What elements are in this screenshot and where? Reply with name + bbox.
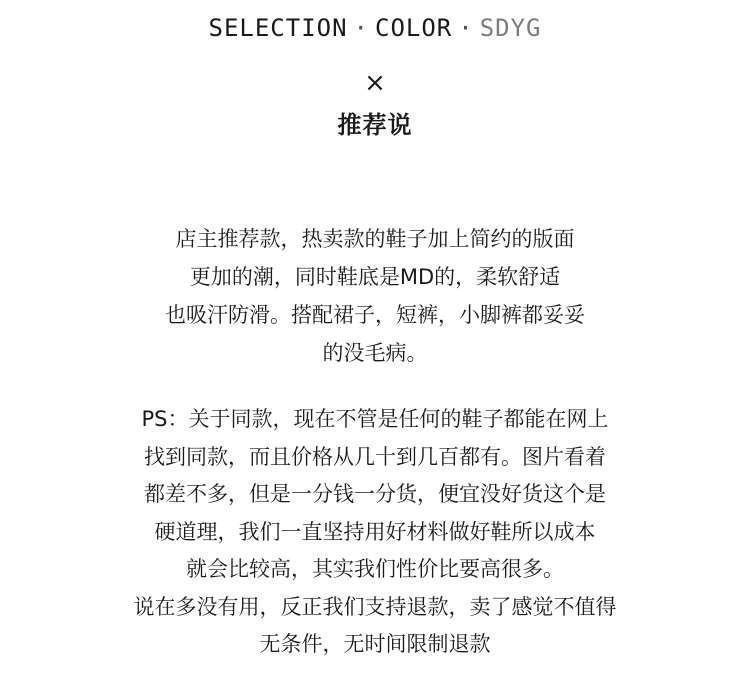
header-selection: SELECTION bbox=[208, 14, 348, 42]
section-title: 推荐说 bbox=[337, 111, 413, 139]
header-separator: · bbox=[458, 14, 474, 42]
header-separator: · bbox=[353, 14, 369, 42]
paragraph-line: 说在多没有用，反正我们支持退款，卖了感觉不值得 bbox=[133, 594, 617, 619]
header-brand: SDYG bbox=[479, 14, 542, 42]
paragraph-line: 都差不多，但是一分钱一分货，便宜没好货这个是 bbox=[144, 482, 606, 506]
cross-symbol: × bbox=[364, 68, 386, 98]
paragraph-line: 无条件，无时间限制退款 bbox=[259, 632, 491, 656]
paragraph-line: 硬道理，我们一直坚持用好材料做好鞋所以成本 bbox=[154, 519, 596, 544]
paragraph-line: 店主推荐款，热卖款的鞋子加上简约的版面 bbox=[175, 227, 575, 251]
paragraph-line: PS：关于同款，现在不管是任何的鞋子都能在网上 bbox=[141, 407, 609, 431]
recommendation-paragraph bbox=[0, 220, 750, 372]
paragraph-line: 更加的潮，同时鞋底是MD的，柔软舒适 bbox=[189, 265, 561, 289]
header-tagline bbox=[0, 14, 750, 42]
ps-note-paragraph bbox=[0, 401, 750, 664]
header-color: COLOR bbox=[375, 14, 453, 42]
paragraph-line: 找到同款，而且价格从几十到几百都有。图片看着 bbox=[144, 444, 606, 469]
paragraph-line: 也吸汗防滑。搭配裙子，短裤，小脚裤都妥妥 bbox=[165, 303, 585, 327]
paragraph-line: 就会比较高，其实我们性价比要高很多。 bbox=[186, 557, 564, 581]
paragraph-line: 的没毛病。 bbox=[322, 341, 428, 365]
